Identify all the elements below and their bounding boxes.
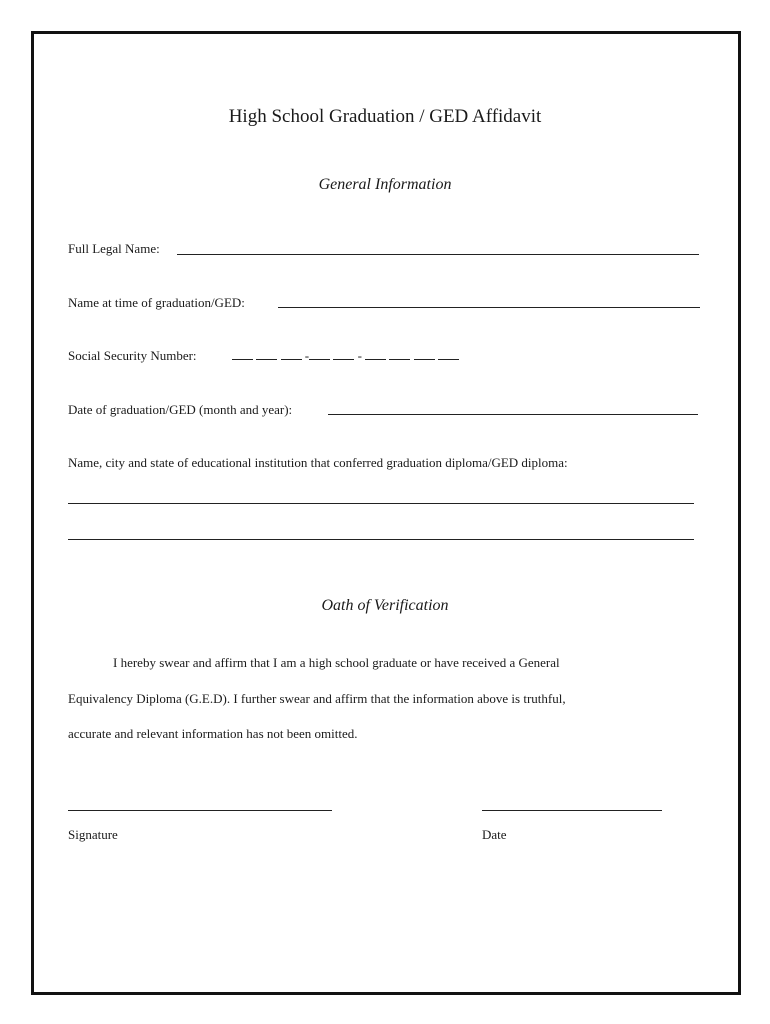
ssn-digit-blank[interactable]	[309, 359, 330, 360]
graduation-date-label: Date of graduation/GED (month and year):	[68, 402, 293, 417]
oath-text-line-2: Equivalency Diploma (G.E.D). I further swear and affirm that the information above is truthful,	[68, 691, 566, 706]
page-title: High School Graduation / GED Affidavit	[228, 106, 542, 127]
name-at-graduation-field[interactable]	[278, 307, 700, 308]
ssn-digit-blank[interactable]	[232, 359, 253, 360]
ssn-separator: -	[357, 348, 362, 363]
institution-field-line-2[interactable]	[68, 539, 694, 540]
oath-text-line-1: I hereby swear and affirm that I am a high school graduate or have received a General	[113, 655, 560, 670]
signature-label: Signature	[68, 827, 118, 842]
full-legal-name-field[interactable]	[177, 254, 699, 255]
institution-field-line-1[interactable]	[68, 503, 694, 504]
name-at-graduation-label: Name at time of graduation/GED:	[68, 295, 245, 310]
ssn-digit-blank[interactable]	[281, 359, 302, 360]
date-label: Date	[482, 827, 507, 842]
ssn-digit-blank[interactable]	[438, 359, 459, 360]
ssn-label: Social Security Number:	[68, 348, 197, 363]
ssn-digit-blank[interactable]	[365, 359, 386, 360]
ssn-digit-blank[interactable]	[333, 359, 354, 360]
graduation-date-field[interactable]	[328, 414, 698, 415]
full-legal-name-label: Full Legal Name:	[68, 241, 160, 256]
general-information-heading: General Information	[318, 176, 452, 193]
ssn-field[interactable]	[232, 348, 459, 364]
institution-label: Name, city and state of educational institution that conferred graduation diploma/GED diploma:	[68, 455, 568, 470]
ssn-digit-blank[interactable]	[414, 359, 435, 360]
oath-of-verification-heading: Oath of Verification	[321, 597, 449, 614]
date-field[interactable]	[482, 810, 662, 811]
ssn-digit-blank[interactable]	[256, 359, 277, 360]
oath-text-line-3: accurate and relevant information has not been omitted.	[68, 726, 358, 741]
signature-field[interactable]	[68, 810, 332, 811]
ssn-digit-blank[interactable]	[389, 359, 410, 360]
ssn-separator: -	[304, 348, 310, 363]
